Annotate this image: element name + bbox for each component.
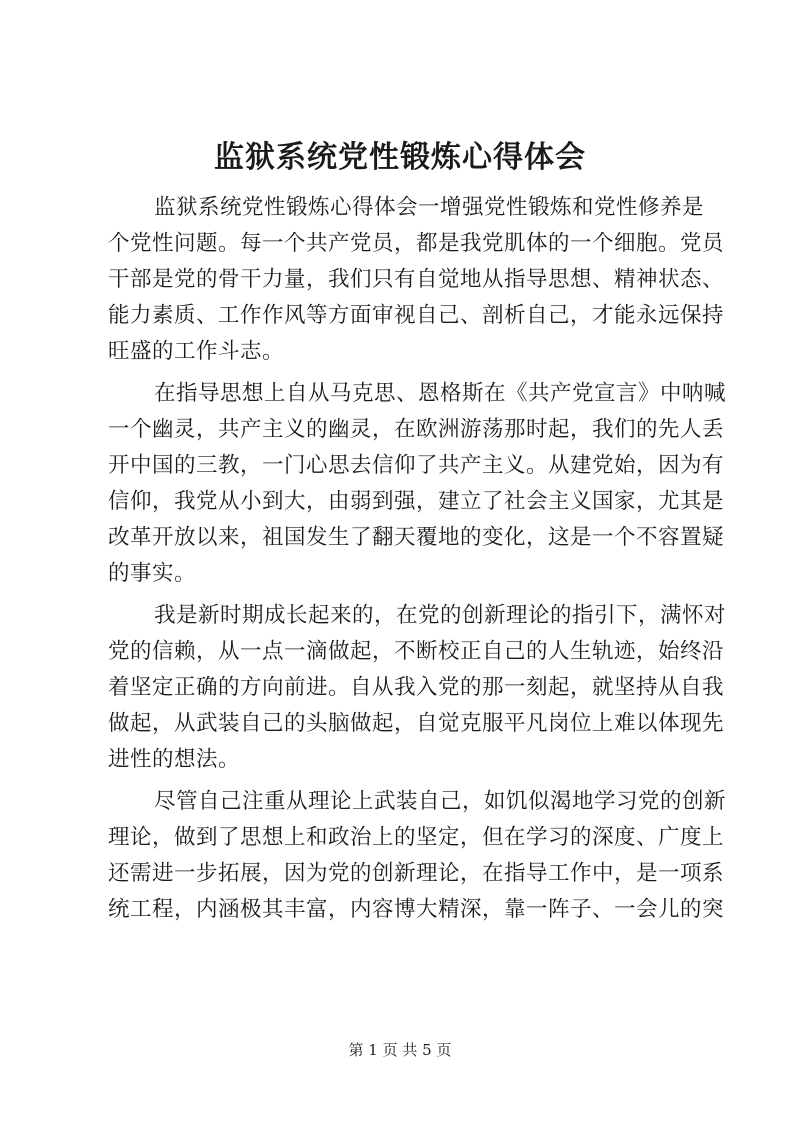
text-line: 统工程，内涵极其丰富，内容博大精深，靠一阵子、一会儿的突 (108, 897, 725, 922)
text-line: 的事实。 (108, 561, 197, 586)
text-line: 旺盛的工作斗志。 (108, 339, 285, 364)
text-line: 在指导思想上自从马克思、恩格斯在《共产党宣言》中呐喊 (154, 381, 727, 406)
text-line: 我是新时期成长起来的，在党的创新理论的指引下，满怀对 (154, 603, 727, 628)
text-line: 着坚定正确的方向前进。自从我入党的那一刻起，就坚持从自我 (108, 675, 725, 700)
page-footer: 第 1 页 共 5 页 (348, 1041, 452, 1059)
text-line: 一个幽灵，共产主义的幽灵，在欧洲游荡那时起，我们的先人丢 (108, 417, 725, 442)
paragraph (108, 190, 725, 370)
text-line: 监狱系统党性锻炼心得体会一增强党性锻炼和党性修养是 (154, 195, 705, 220)
text-line: 进性的想法。 (108, 747, 241, 772)
text-line: 尽管自己注重从理论上武装自己，如饥似渴地学习党的创新 (154, 789, 727, 814)
paragraph (108, 784, 727, 928)
document-body (108, 190, 727, 928)
text-line: 做起，从武装自己的头脑做起，自觉克服平凡岗位上难以体现先 (108, 711, 725, 736)
paragraph (108, 376, 727, 592)
text-line: 干部是党的骨干力量，我们只有自觉地从指导思想、精神状态、 (108, 267, 725, 292)
paragraph (108, 598, 727, 778)
text-line: 改革开放以来，祖国发生了翻天覆地的变化，这是一个不容置疑 (108, 525, 725, 550)
text-line: 开中国的三教，一门心思去信仰了共产主义。从建党始，因为有 (108, 453, 725, 478)
text-line: 还需进一步拓展，因为党的创新理论，在指导工作中，是一项系 (108, 861, 725, 886)
text-line: 理论，做到了思想上和政治上的坚定，但在学习的深度、广度上 (108, 825, 725, 850)
text-line: 能力素质、工作作风等方面审视自己、剖析自己，才能永远保持 (108, 303, 725, 328)
document-title: 监狱系统党性锻炼心得体会 (214, 140, 586, 175)
text-line: 党的信赖，从一点一滴做起，不断校正自己的人生轨迹，始终沿 (108, 639, 725, 664)
text-line: 信仰，我党从小到大，由弱到强，建立了社会主义国家，尤其是 (108, 489, 725, 514)
text-line: 个党性问题。每一个共产党员，都是我党肌体的一个细胞。党员 (108, 231, 725, 256)
